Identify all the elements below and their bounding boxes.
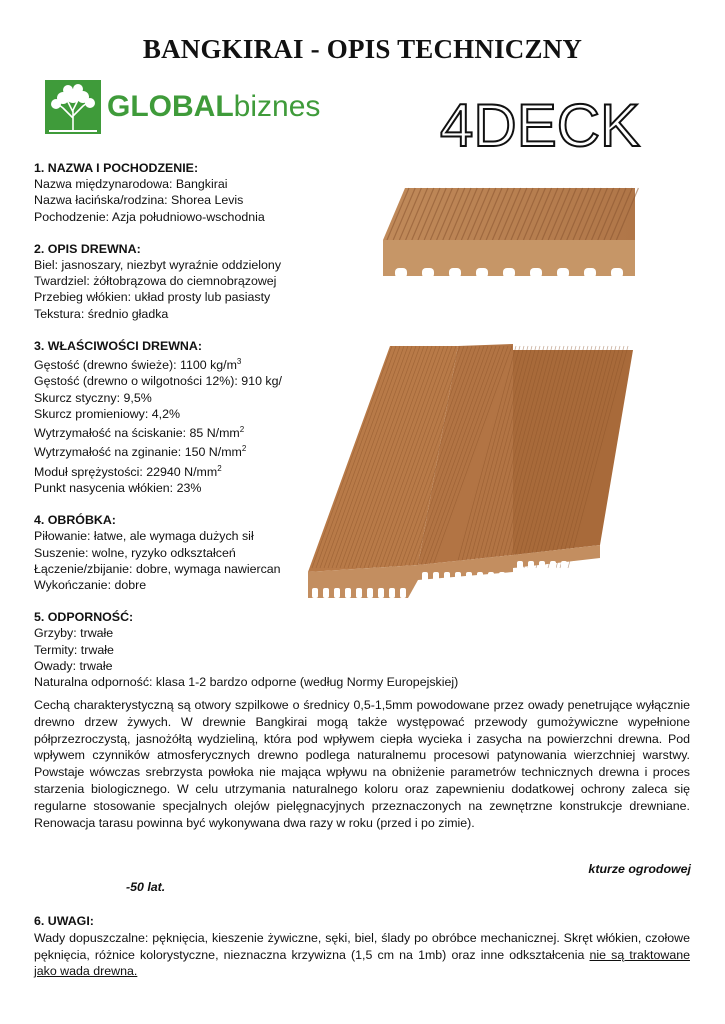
uwagi-underlined-text: nie są traktowane jako wada drewna. xyxy=(34,947,690,979)
uwagi-text: Wady dopuszczalne: pęknięcia, kieszenie żywiczne, sęki, biel, ślady po obróbce mechanicznej. Skręt włókien, czołowe pęknięcia, różnice kolorystyczne, nieznaczna krzywizna (1,5 cm na 1mb) oraz inne odkształcenia xyxy=(34,930,690,962)
section-heading: 1. NAZWA I POCHODZENIE: xyxy=(34,161,199,175)
logo-text-light: biznes xyxy=(233,90,321,123)
section-line: Piłowanie: łatwe, ale wymaga dużych sił xyxy=(34,529,254,544)
section-line: Grzyby: trwałe xyxy=(34,626,114,641)
text-fragment-years: -50 lat. xyxy=(126,880,166,894)
section-line: Skurcz promieniowy: 4,2% xyxy=(34,406,180,421)
section-line: Biel: jasnoszary, niezbyt wyraźnie oddzielony xyxy=(34,258,282,273)
line-text: Gęstość (drewno świeże): 1100 kg/m xyxy=(34,358,237,373)
section-line: Termity: trwałe xyxy=(34,642,114,657)
superscript: 2 xyxy=(239,424,245,434)
section-line: Pochodzenie: Azja południowo-wschodnia xyxy=(34,209,265,224)
section-line: Przebieg włókien: układ prosty lub pasiasty xyxy=(34,290,271,305)
superscript: 2 xyxy=(217,463,222,473)
section-heading: 3. WŁAŚCIWOŚCI DREWNA: xyxy=(34,338,202,353)
tree-icon xyxy=(45,80,101,134)
4deck-logo-text: 4DECK xyxy=(440,92,641,159)
text-fragment-garden: kturze ogrodowej xyxy=(588,862,691,876)
section-heading: 6. UWAGI: xyxy=(34,914,94,928)
superscript: 3 xyxy=(236,357,242,367)
section-line: Punkt nasycenia włókien: 23% xyxy=(34,480,202,495)
section-line: Naturalna odporność: klasa 1-2 bardzo odporne (według Normy Europejskiej) xyxy=(34,674,459,689)
section-line: Nazwa łacińska/rodzina: Shorea Levis xyxy=(34,193,244,208)
description-paragraph: Cechą charakterystyczną są otwory szpilkowe o średnicy 0,5-1,5mm powodowane przez owady penetrujące wyłącznie drewno drzew żywych. W drewnie Bangkirai mogą także występować przewody gumożywiczne wypełnione półprzezroczystą, jasnożółtą wydzieliną, która pod wpływem ciepła wycieka i zasycha na powierzchni drewna. Pod wpływem czynników atmosferycznych drewno podlega naturalnemu procesowi patynowania wierzchniej warstwy. Powstaje wówczas srebrzysta powłoka nie mająca wpływu na obniżenie parametrów technicznych drewna i proces starzenia biologicznego. W celu utrzymania naturalnego koloru oraz zapewnieniu dodatkowej ochrony zaleca się regularne stosowanie specjalnych olejów pielęgnacyjnych przeznaczonych na zewnętrzne konstrukcje drewniane. Renowacja tarasu powinna być wykonywana dwa razy w roku (przed i po zimie). xyxy=(34,698,690,830)
4deck-logo xyxy=(440,90,641,159)
section-line: Suszenie: wolne, ryzyko odkształceń xyxy=(34,545,236,560)
superscript: 2 xyxy=(241,444,247,454)
logo-text-bold: GLOBAL xyxy=(107,90,234,123)
deck-boards-image xyxy=(300,340,635,602)
page-title: BANGKIRAI - OPIS TECHNICZNY xyxy=(142,34,583,64)
section-line: Owady: trwałe xyxy=(34,658,113,673)
deck-board-profile-image xyxy=(383,188,635,288)
section-heading: 5. ODPORNOŚĆ: xyxy=(34,610,134,625)
line-text: Wytrzymałość na zginanie: 150 N/mm xyxy=(34,445,242,460)
globalbiznes-logo xyxy=(45,80,320,134)
section-uwagi xyxy=(34,913,690,980)
section-line: Gęstość (drewno o wilgotności 12%): 910 kg/ xyxy=(34,374,282,389)
section-heading: 4. OBRÓBKA: xyxy=(34,513,116,528)
section-line: Twardziel: żółtobrązowa do ciemnobrązowej xyxy=(34,274,277,289)
section-line: Nazwa międzynarodowa: Bangkirai xyxy=(34,177,228,192)
line-text: Moduł sprężystości: 22940 N/mm xyxy=(34,464,218,479)
line-text: Wytrzymałość na ściskanie: 85 N/mm xyxy=(34,426,240,441)
section-5 xyxy=(34,609,494,690)
section-line: Tekstura: średnio gładka xyxy=(34,306,169,321)
section-line: Łączenie/zbijanie: dobre, wymaga nawiercan xyxy=(34,561,281,576)
section-heading: 2. OPIS DREWNA: xyxy=(34,241,141,256)
section-line: Wykończanie: dobre xyxy=(34,577,147,592)
section-line: Skurcz styczny: 9,5% xyxy=(34,390,152,405)
